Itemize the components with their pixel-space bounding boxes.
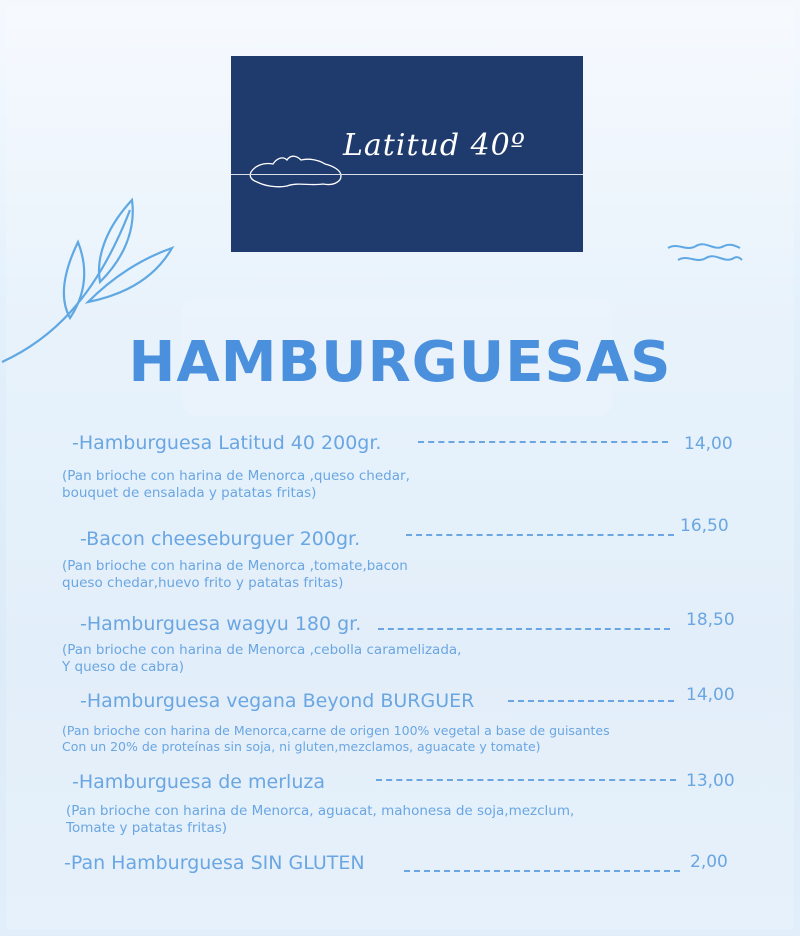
menu-item-description [62,723,610,755]
menu-item-price: 14,00 [686,685,735,705]
description-line: (Pan brioche con harina de Menorca ,queso chedar, [62,468,410,484]
waves-icon [664,238,744,270]
menu-item-name: -Hamburguesa wagyu 180 gr. [80,613,362,635]
menorca-island-icon [247,152,347,192]
leader-dashes [404,870,680,872]
description-line: bouquet de ensalada y patatas fritas) [62,485,317,501]
description-line: Y queso de cabra) [62,659,185,675]
menu-item-price: 13,00 [686,771,735,791]
page-title: HAMBURGUESAS [128,330,672,395]
logo-banner [231,56,583,252]
description-line: queso chedar,huevo frito y patatas fritas) [62,575,344,591]
menu-item-description [62,558,408,592]
leader-dashes [406,534,674,536]
menu-item-name: -Hamburguesa Latitud 40 200gr. [72,432,382,454]
menu-item-description [62,642,461,676]
logo-divider [231,174,583,175]
description-line: Tomate y patatas fritas) [66,820,228,836]
menu-item-name: -Pan Hamburguesa SIN GLUTEN [64,852,365,874]
menu-item-name: -Hamburguesa de merluza [72,771,325,793]
leader-dashes [376,779,676,781]
description-line: (Pan brioche con harina de Menorca ,cebolla caramelizada, [62,642,462,658]
leader-dashes [508,700,674,702]
description-line: (Pan brioche con harina de Menorca, aguacat, mahonesa de soja,mezclum, [66,803,575,819]
menu-item-price: 16,50 [680,516,729,536]
description-line: Con un 20% de proteínas sin soja, ni gluten,mezclamos, aguacate y tomate) [62,739,541,754]
leader-dashes [418,441,668,443]
menu-item-name: -Bacon cheeseburguer 200gr. [80,528,361,550]
leader-dashes [378,628,670,630]
menu-item-description [62,468,410,502]
description-line: (Pan brioche con harina de Menorca,carne de origen 100% vegetal a base de guisantes [62,723,610,738]
menu-item-description [66,803,574,837]
menu-item-name: -Hamburguesa vegana Beyond BURGUER [80,690,475,712]
description-line: (Pan brioche con harina de Menorca ,tomate,bacon [62,558,408,574]
logo-text: Latitud 40º [343,128,526,163]
menu-item-price: 18,50 [686,610,735,630]
menu-item-price: 2,00 [690,852,728,872]
menu-item-price: 14,00 [684,434,733,454]
